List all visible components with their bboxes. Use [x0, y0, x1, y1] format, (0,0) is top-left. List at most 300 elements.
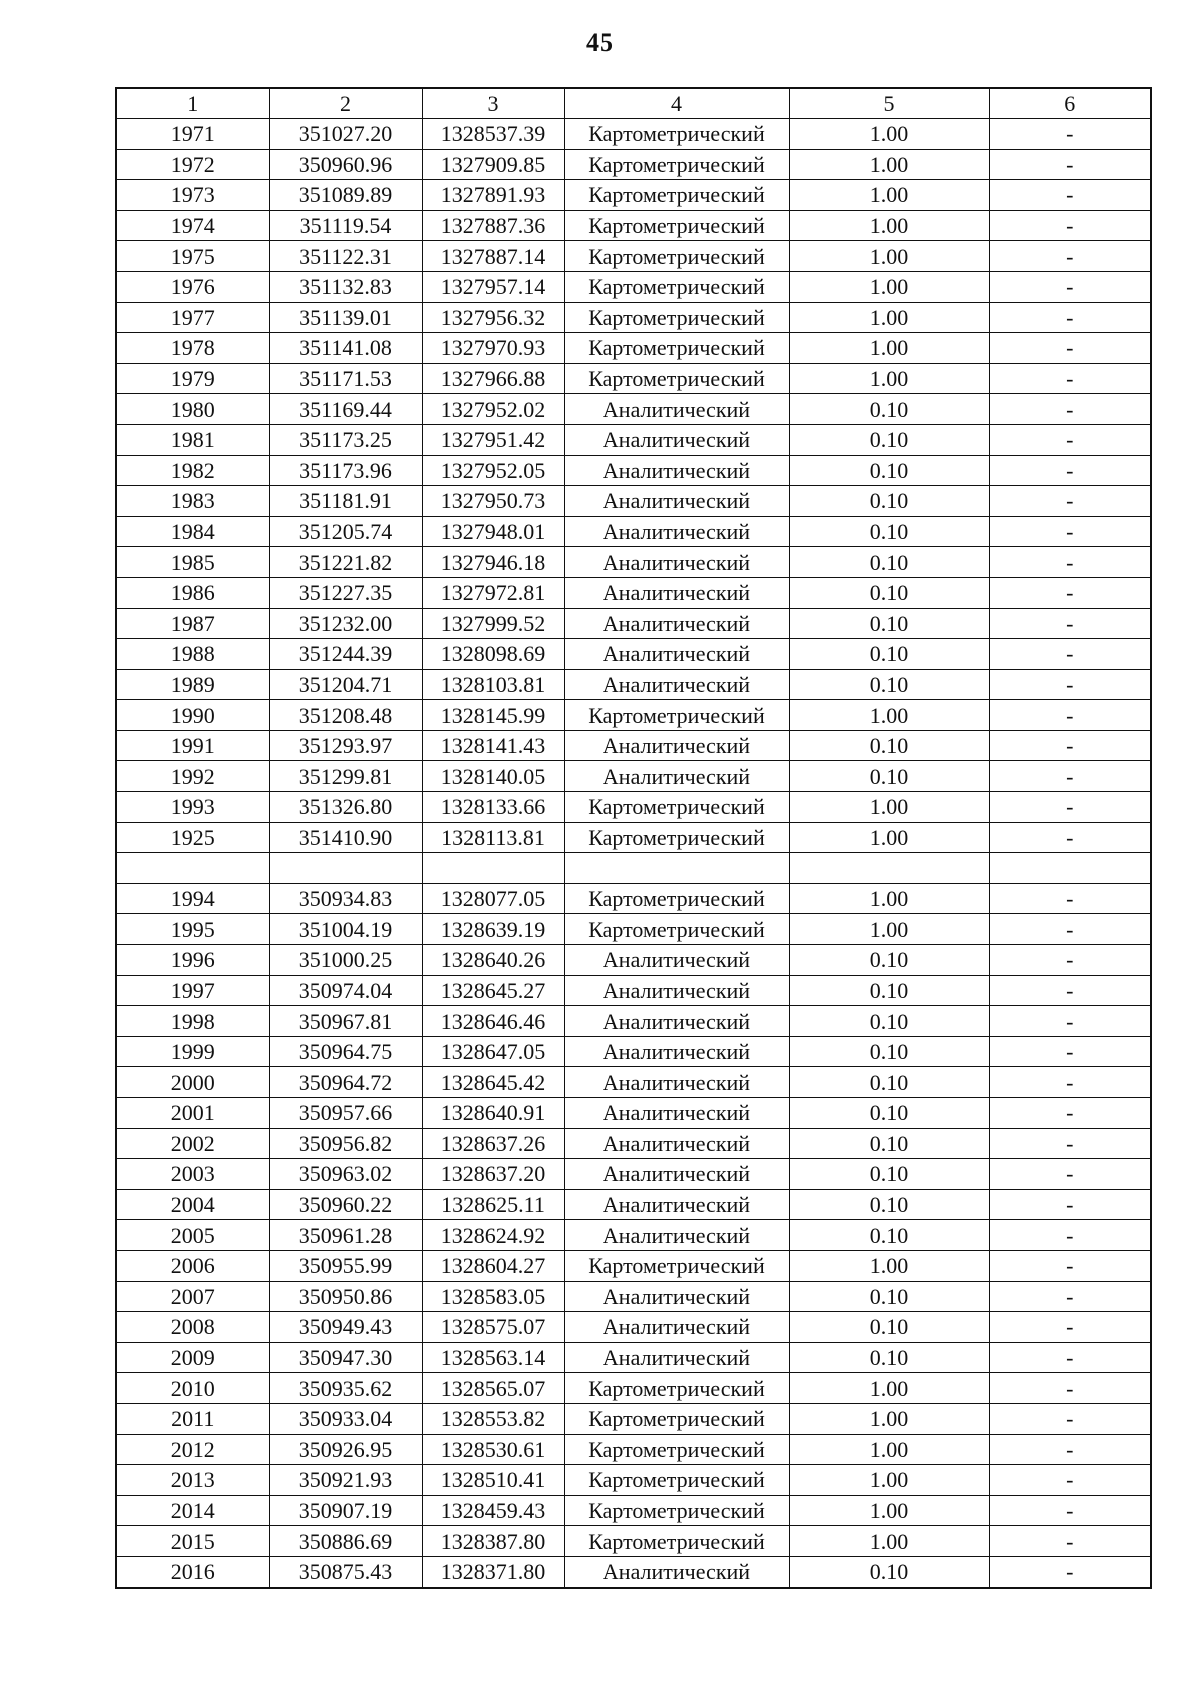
point-number-cell: 1986	[116, 577, 269, 608]
y-coordinate-cell: 1327957.14	[422, 271, 564, 302]
header-col-4: 4	[564, 88, 789, 119]
x-coordinate-cell: 351004.19	[269, 914, 422, 945]
method-cell: Аналитический	[564, 975, 789, 1006]
x-coordinate-cell: 350955.99	[269, 1250, 422, 1281]
y-coordinate-cell: 1328645.42	[422, 1067, 564, 1098]
point-number-cell: 2004	[116, 1189, 269, 1220]
y-coordinate-cell: 1328625.11	[422, 1189, 564, 1220]
point-number-cell: 1985	[116, 547, 269, 578]
point-number-cell: 1983	[116, 486, 269, 517]
table-row	[116, 1495, 1151, 1526]
description-cell: -	[989, 822, 1151, 853]
accuracy-cell: 1.00	[789, 302, 989, 333]
description-cell: -	[989, 1220, 1151, 1251]
x-coordinate-cell: 350875.43	[269, 1556, 422, 1587]
point-number-cell: 1972	[116, 149, 269, 180]
y-coordinate-cell: 1327948.01	[422, 516, 564, 547]
y-coordinate-cell: 1328145.99	[422, 700, 564, 731]
x-coordinate-cell: 351299.81	[269, 761, 422, 792]
accuracy-cell: 1.00	[789, 1403, 989, 1434]
table-row	[116, 761, 1151, 792]
description-cell: -	[989, 730, 1151, 761]
accuracy-cell: 0.10	[789, 945, 989, 976]
method-cell: Картометрический	[564, 792, 789, 823]
y-coordinate-cell: 1328637.26	[422, 1128, 564, 1159]
y-coordinate-cell: 1327999.52	[422, 608, 564, 639]
method-cell: Картометрический	[564, 119, 789, 150]
accuracy-cell: 1.00	[789, 149, 989, 180]
point-number-cell: 1994	[116, 883, 269, 914]
table-row	[116, 119, 1151, 150]
method-cell: Аналитический	[564, 424, 789, 455]
description-cell: -	[989, 119, 1151, 150]
accuracy-cell: 1.00	[789, 210, 989, 241]
description-cell: -	[989, 1465, 1151, 1496]
description-cell: -	[989, 1434, 1151, 1465]
x-coordinate-cell: 351208.48	[269, 700, 422, 731]
x-coordinate-cell: 350926.95	[269, 1434, 422, 1465]
accuracy-cell: 0.10	[789, 455, 989, 486]
table-row	[116, 639, 1151, 670]
accuracy-cell: 1.00	[789, 822, 989, 853]
table-row	[116, 241, 1151, 272]
description-cell: -	[989, 975, 1151, 1006]
y-coordinate-cell: 1328647.05	[422, 1036, 564, 1067]
x-coordinate-cell: 350967.81	[269, 1006, 422, 1037]
table-row	[116, 1250, 1151, 1281]
description-cell: -	[989, 1189, 1151, 1220]
description-cell: -	[989, 914, 1151, 945]
description-cell: -	[989, 363, 1151, 394]
table-row	[116, 1526, 1151, 1557]
x-coordinate-cell: 351227.35	[269, 577, 422, 608]
description-cell: -	[989, 210, 1151, 241]
point-number-cell: 1925	[116, 822, 269, 853]
description-cell: -	[989, 792, 1151, 823]
method-cell: Аналитический	[564, 1098, 789, 1129]
point-number-cell: 1979	[116, 363, 269, 394]
description-cell: -	[989, 761, 1151, 792]
point-number-cell: 1998	[116, 1006, 269, 1037]
accuracy-cell: 1.00	[789, 883, 989, 914]
y-coordinate-cell: 1328583.05	[422, 1281, 564, 1312]
method-cell: Аналитический	[564, 730, 789, 761]
description-cell: -	[989, 180, 1151, 211]
accuracy-cell: 1.00	[789, 914, 989, 945]
description-cell: -	[989, 577, 1151, 608]
accuracy-cell: 1.00	[789, 271, 989, 302]
description-cell: -	[989, 1067, 1151, 1098]
accuracy-cell: 0.10	[789, 1006, 989, 1037]
point-number-cell: 2012	[116, 1434, 269, 1465]
method-cell: Картометрический	[564, 1434, 789, 1465]
y-coordinate-cell: 1327951.42	[422, 424, 564, 455]
point-number-cell: 1995	[116, 914, 269, 945]
table-row	[116, 945, 1151, 976]
table-row	[116, 271, 1151, 302]
description-cell: -	[989, 486, 1151, 517]
method-cell: Картометрический	[564, 1526, 789, 1557]
description-cell: -	[989, 1342, 1151, 1373]
method-cell: Картометрический	[564, 822, 789, 853]
description-cell: -	[989, 669, 1151, 700]
y-coordinate-cell: 1328575.07	[422, 1312, 564, 1343]
description-cell: -	[989, 333, 1151, 364]
x-coordinate-cell: 350964.72	[269, 1067, 422, 1098]
method-cell: Аналитический	[564, 1342, 789, 1373]
description-cell: -	[989, 608, 1151, 639]
y-coordinate-cell: 1327972.81	[422, 577, 564, 608]
header-col-5: 5	[789, 88, 989, 119]
method-cell: Картометрический	[564, 210, 789, 241]
accuracy-cell: 0.10	[789, 1220, 989, 1251]
accuracy-cell: 0.10	[789, 639, 989, 670]
y-coordinate-cell: 1328103.81	[422, 669, 564, 700]
method-cell: Картометрический	[564, 149, 789, 180]
point-number-cell: 2014	[116, 1495, 269, 1526]
point-number-cell: 1980	[116, 394, 269, 425]
point-number-cell: 1976	[116, 271, 269, 302]
point-number-cell: 1993	[116, 792, 269, 823]
point-number-cell: 2015	[116, 1526, 269, 1557]
table-row	[116, 1189, 1151, 1220]
point-number-cell: 1977	[116, 302, 269, 333]
table-row	[116, 363, 1151, 394]
y-coordinate-cell: 1328640.91	[422, 1098, 564, 1129]
x-coordinate-cell: 351221.82	[269, 547, 422, 578]
y-coordinate-cell: 1327946.18	[422, 547, 564, 578]
x-coordinate-cell: 350961.28	[269, 1220, 422, 1251]
x-coordinate-cell: 351232.00	[269, 608, 422, 639]
method-cell: Картометрический	[564, 302, 789, 333]
y-coordinate-cell: 1327956.32	[422, 302, 564, 333]
description-cell: -	[989, 1128, 1151, 1159]
description-cell: -	[989, 1006, 1151, 1037]
description-cell: -	[989, 1526, 1151, 1557]
description-cell: -	[989, 1556, 1151, 1587]
y-coordinate-cell: 1328537.39	[422, 119, 564, 150]
y-coordinate-cell: 1328565.07	[422, 1373, 564, 1404]
accuracy-cell: 0.10	[789, 547, 989, 578]
point-number-cell	[116, 853, 269, 884]
method-cell: Аналитический	[564, 1220, 789, 1251]
y-coordinate-cell: 1328639.19	[422, 914, 564, 945]
description-cell: -	[989, 424, 1151, 455]
x-coordinate-cell: 350947.30	[269, 1342, 422, 1373]
x-coordinate-cell: 351089.89	[269, 180, 422, 211]
method-cell: Аналитический	[564, 945, 789, 976]
table-row	[116, 975, 1151, 1006]
table-row	[116, 486, 1151, 517]
accuracy-cell: 0.10	[789, 1312, 989, 1343]
table-row	[116, 180, 1151, 211]
method-cell: Картометрический	[564, 363, 789, 394]
y-coordinate-cell: 1328604.27	[422, 1250, 564, 1281]
table-row	[116, 516, 1151, 547]
method-cell: Аналитический	[564, 1281, 789, 1312]
table-row	[116, 1342, 1151, 1373]
method-cell	[564, 853, 789, 884]
method-cell: Картометрический	[564, 1250, 789, 1281]
accuracy-cell: 0.10	[789, 730, 989, 761]
accuracy-cell: 0.10	[789, 394, 989, 425]
description-cell: -	[989, 639, 1151, 670]
method-cell: Аналитический	[564, 1159, 789, 1190]
x-coordinate-cell: 351132.83	[269, 271, 422, 302]
table-row	[116, 669, 1151, 700]
table-row	[116, 1403, 1151, 1434]
table-row	[116, 1556, 1151, 1587]
point-number-cell: 2005	[116, 1220, 269, 1251]
x-coordinate-cell: 351326.80	[269, 792, 422, 823]
y-coordinate-cell: 1327950.73	[422, 486, 564, 517]
method-cell: Картометрический	[564, 180, 789, 211]
x-coordinate-cell	[269, 853, 422, 884]
table-row	[116, 700, 1151, 731]
accuracy-cell: 0.10	[789, 1128, 989, 1159]
table-row	[116, 577, 1151, 608]
description-cell: -	[989, 149, 1151, 180]
description-cell: -	[989, 945, 1151, 976]
y-coordinate-cell: 1327966.88	[422, 363, 564, 394]
point-number-cell: 1990	[116, 700, 269, 731]
y-coordinate-cell: 1327909.85	[422, 149, 564, 180]
point-number-cell: 2006	[116, 1250, 269, 1281]
description-cell: -	[989, 1098, 1151, 1129]
description-cell: -	[989, 1281, 1151, 1312]
description-cell: -	[989, 1495, 1151, 1526]
y-coordinate-cell: 1328645.27	[422, 975, 564, 1006]
accuracy-cell: 1.00	[789, 333, 989, 364]
accuracy-cell: 0.10	[789, 1189, 989, 1220]
method-cell: Аналитический	[564, 1189, 789, 1220]
table-row	[116, 792, 1151, 823]
y-coordinate-cell: 1327970.93	[422, 333, 564, 364]
x-coordinate-cell: 351293.97	[269, 730, 422, 761]
method-cell: Картометрический	[564, 883, 789, 914]
point-number-cell: 1973	[116, 180, 269, 211]
x-coordinate-cell: 350950.86	[269, 1281, 422, 1312]
accuracy-cell: 1.00	[789, 363, 989, 394]
x-coordinate-cell: 351122.31	[269, 241, 422, 272]
table-header-row	[116, 88, 1151, 119]
method-cell: Аналитический	[564, 1312, 789, 1343]
method-cell: Аналитический	[564, 761, 789, 792]
table-row	[116, 1281, 1151, 1312]
table-row	[116, 424, 1151, 455]
y-coordinate-cell: 1327952.02	[422, 394, 564, 425]
table-body	[116, 119, 1151, 1588]
accuracy-cell: 0.10	[789, 516, 989, 547]
method-cell: Картометрический	[564, 241, 789, 272]
method-cell: Аналитический	[564, 547, 789, 578]
table-row	[116, 455, 1151, 486]
y-coordinate-cell: 1328133.66	[422, 792, 564, 823]
x-coordinate-cell: 350886.69	[269, 1526, 422, 1557]
accuracy-cell: 1.00	[789, 1465, 989, 1496]
table-row	[116, 822, 1151, 853]
accuracy-cell: 1.00	[789, 700, 989, 731]
accuracy-cell: 0.10	[789, 424, 989, 455]
point-number-cell: 1975	[116, 241, 269, 272]
y-coordinate-cell: 1328140.05	[422, 761, 564, 792]
point-number-cell: 1987	[116, 608, 269, 639]
y-coordinate-cell: 1328371.80	[422, 1556, 564, 1587]
page-number: 45	[586, 28, 614, 57]
method-cell: Аналитический	[564, 608, 789, 639]
point-number-cell: 2016	[116, 1556, 269, 1587]
table-row	[116, 883, 1151, 914]
x-coordinate-cell: 350935.62	[269, 1373, 422, 1404]
point-number-cell: 1978	[116, 333, 269, 364]
x-coordinate-cell: 350974.04	[269, 975, 422, 1006]
table-row	[116, 149, 1151, 180]
point-number-cell: 1996	[116, 945, 269, 976]
accuracy-cell: 1.00	[789, 241, 989, 272]
method-cell: Картометрический	[564, 1373, 789, 1404]
method-cell: Аналитический	[564, 1556, 789, 1587]
method-cell: Аналитический	[564, 577, 789, 608]
table-row	[116, 302, 1151, 333]
x-coordinate-cell: 351141.08	[269, 333, 422, 364]
description-cell: -	[989, 241, 1151, 272]
accuracy-cell: 0.10	[789, 1036, 989, 1067]
table-row	[116, 1036, 1151, 1067]
y-coordinate-cell: 1328563.14	[422, 1342, 564, 1373]
table-row	[116, 1465, 1151, 1496]
point-number-cell: 2009	[116, 1342, 269, 1373]
table-row	[116, 210, 1151, 241]
method-cell: Аналитический	[564, 1067, 789, 1098]
description-cell: -	[989, 1403, 1151, 1434]
method-cell: Аналитический	[564, 1128, 789, 1159]
description-cell: -	[989, 271, 1151, 302]
x-coordinate-cell: 351173.25	[269, 424, 422, 455]
y-coordinate-cell: 1328510.41	[422, 1465, 564, 1496]
accuracy-cell: 0.10	[789, 486, 989, 517]
point-number-cell: 2000	[116, 1067, 269, 1098]
table-row	[116, 1220, 1151, 1251]
point-number-cell: 2008	[116, 1312, 269, 1343]
table-row	[116, 1067, 1151, 1098]
table-row	[116, 730, 1151, 761]
table-row	[116, 1159, 1151, 1190]
y-coordinate-cell: 1328098.69	[422, 639, 564, 670]
table-row	[116, 1373, 1151, 1404]
x-coordinate-cell: 350921.93	[269, 1465, 422, 1496]
x-coordinate-cell: 350960.96	[269, 149, 422, 180]
table-row	[116, 853, 1151, 884]
y-coordinate-cell: 1327891.93	[422, 180, 564, 211]
accuracy-cell	[789, 853, 989, 884]
point-number-cell: 2011	[116, 1403, 269, 1434]
description-cell: -	[989, 394, 1151, 425]
x-coordinate-cell: 350963.02	[269, 1159, 422, 1190]
y-coordinate-cell: 1328387.80	[422, 1526, 564, 1557]
accuracy-cell: 1.00	[789, 1250, 989, 1281]
accuracy-cell: 1.00	[789, 1495, 989, 1526]
x-coordinate-cell: 351244.39	[269, 639, 422, 670]
description-cell: -	[989, 883, 1151, 914]
x-coordinate-cell: 350949.43	[269, 1312, 422, 1343]
table-row	[116, 1098, 1151, 1129]
description-cell: -	[989, 700, 1151, 731]
table-row	[116, 1006, 1151, 1037]
y-coordinate-cell: 1328637.20	[422, 1159, 564, 1190]
description-cell: -	[989, 1373, 1151, 1404]
point-number-cell: 2002	[116, 1128, 269, 1159]
accuracy-cell: 0.10	[789, 1342, 989, 1373]
point-number-cell: 2007	[116, 1281, 269, 1312]
method-cell: Аналитический	[564, 516, 789, 547]
table-row	[116, 914, 1151, 945]
x-coordinate-cell: 350934.83	[269, 883, 422, 914]
table-row	[116, 1434, 1151, 1465]
accuracy-cell: 0.10	[789, 1098, 989, 1129]
description-cell: -	[989, 1250, 1151, 1281]
method-cell: Аналитический	[564, 486, 789, 517]
method-cell: Картометрический	[564, 914, 789, 945]
coordinates-table-container	[115, 87, 1150, 1589]
method-cell: Аналитический	[564, 1036, 789, 1067]
accuracy-cell: 1.00	[789, 119, 989, 150]
x-coordinate-cell: 351173.96	[269, 455, 422, 486]
table-row	[116, 608, 1151, 639]
description-cell: -	[989, 516, 1151, 547]
x-coordinate-cell: 351119.54	[269, 210, 422, 241]
x-coordinate-cell: 350956.82	[269, 1128, 422, 1159]
point-number-cell: 1981	[116, 424, 269, 455]
method-cell: Картометрический	[564, 700, 789, 731]
table-row	[116, 1128, 1151, 1159]
method-cell: Аналитический	[564, 455, 789, 486]
x-coordinate-cell: 351027.20	[269, 119, 422, 150]
accuracy-cell: 0.10	[789, 1159, 989, 1190]
point-number-cell: 2001	[116, 1098, 269, 1129]
y-coordinate-cell: 1328646.46	[422, 1006, 564, 1037]
description-cell: -	[989, 547, 1151, 578]
y-coordinate-cell	[422, 853, 564, 884]
header-col-6: 6	[989, 88, 1151, 119]
y-coordinate-cell: 1328640.26	[422, 945, 564, 976]
header-col-3: 3	[422, 88, 564, 119]
x-coordinate-cell: 350960.22	[269, 1189, 422, 1220]
x-coordinate-cell: 351169.44	[269, 394, 422, 425]
method-cell: Картометрический	[564, 1465, 789, 1496]
point-number-cell: 1989	[116, 669, 269, 700]
description-cell: -	[989, 455, 1151, 486]
point-number-cell: 2003	[116, 1159, 269, 1190]
y-coordinate-cell: 1327952.05	[422, 455, 564, 486]
accuracy-cell: 0.10	[789, 761, 989, 792]
x-coordinate-cell: 351139.01	[269, 302, 422, 333]
description-cell: -	[989, 1036, 1151, 1067]
method-cell: Аналитический	[564, 1006, 789, 1037]
point-number-cell: 2010	[116, 1373, 269, 1404]
method-cell: Картометрический	[564, 1403, 789, 1434]
x-coordinate-cell: 350957.66	[269, 1098, 422, 1129]
y-coordinate-cell: 1328553.82	[422, 1403, 564, 1434]
y-coordinate-cell: 1328624.92	[422, 1220, 564, 1251]
header-col-1: 1	[116, 88, 269, 119]
x-coordinate-cell: 350964.75	[269, 1036, 422, 1067]
accuracy-cell: 1.00	[789, 1526, 989, 1557]
x-coordinate-cell: 350933.04	[269, 1403, 422, 1434]
x-coordinate-cell: 351204.71	[269, 669, 422, 700]
method-cell: Аналитический	[564, 669, 789, 700]
method-cell: Аналитический	[564, 394, 789, 425]
x-coordinate-cell: 351205.74	[269, 516, 422, 547]
